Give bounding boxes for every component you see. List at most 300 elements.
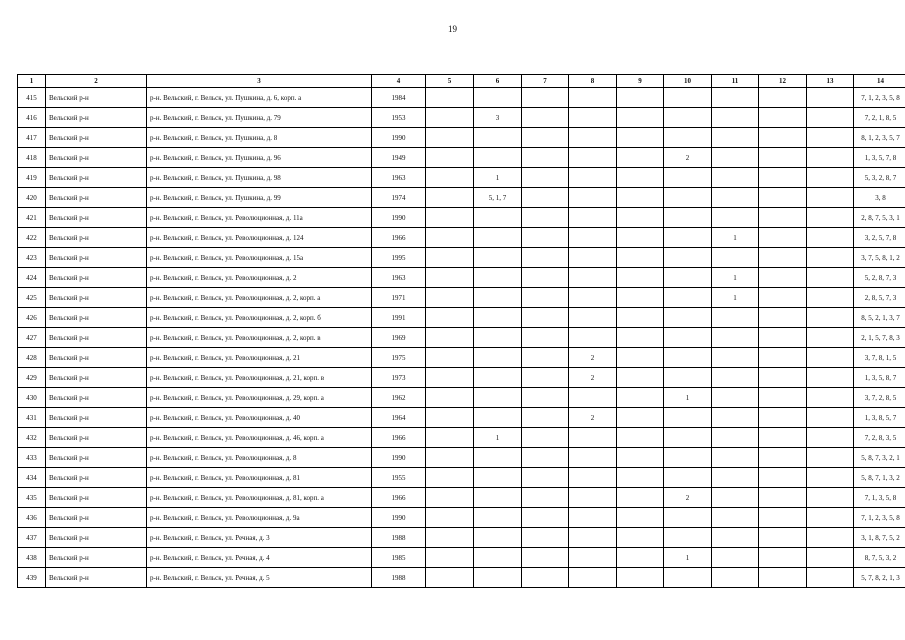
- col10-cell: [664, 128, 712, 148]
- col8-cell: 2: [569, 368, 617, 388]
- col7-cell: [522, 348, 569, 368]
- col12-cell: [759, 548, 807, 568]
- column-header-6: 6: [474, 75, 522, 88]
- col6-cell: [474, 468, 522, 488]
- col8-cell: [569, 88, 617, 108]
- sequence-cell: 8, 7, 5, 3, 2: [854, 548, 905, 568]
- col13-cell: [807, 468, 854, 488]
- col10-cell: [664, 268, 712, 288]
- col10-cell: 2: [664, 148, 712, 168]
- sequence-cell: 1, 3, 8, 5, 7: [854, 408, 905, 428]
- col13-cell: [807, 348, 854, 368]
- address-cell: р-н. Вельский, г. Вельск, ул. Революционная, д. 40: [147, 408, 372, 428]
- sequence-cell: 3, 8: [854, 188, 905, 208]
- col7-cell: [522, 328, 569, 348]
- year-cell: 1953: [372, 108, 426, 128]
- col13-cell: [807, 548, 854, 568]
- row-number: 432: [18, 428, 46, 448]
- col12-cell: [759, 408, 807, 428]
- address-cell: р-н. Вельский, г. Вельск, ул. Пушкина, д. 6, корп. а: [147, 88, 372, 108]
- col9-cell: [617, 408, 664, 428]
- col8-cell: [569, 388, 617, 408]
- col11-cell: [712, 248, 759, 268]
- table-row: [18, 308, 905, 328]
- col7-cell: [522, 488, 569, 508]
- col7-cell: [522, 468, 569, 488]
- col8-cell: [569, 328, 617, 348]
- col10-cell: 2: [664, 488, 712, 508]
- sequence-cell: 7, 1, 2, 3, 5, 8: [854, 508, 905, 528]
- district-cell: Вельский р-н: [46, 308, 147, 328]
- sequence-cell: 7, 1, 3, 5, 8: [854, 488, 905, 508]
- col11-cell: [712, 308, 759, 328]
- col5-cell: [426, 108, 474, 128]
- col7-cell: [522, 148, 569, 168]
- address-cell: р-н. Вельский, г. Вельск, ул. Революционная, д. 11а: [147, 208, 372, 228]
- col9-cell: [617, 128, 664, 148]
- district-cell: Вельский р-н: [46, 468, 147, 488]
- year-cell: 1969: [372, 328, 426, 348]
- col6-cell: 1: [474, 168, 522, 188]
- address-cell: р-н. Вельский, г. Вельск, ул. Революционная, д. 81, корп. а: [147, 488, 372, 508]
- table-row: [18, 328, 905, 348]
- year-cell: 1990: [372, 448, 426, 468]
- year-cell: 1966: [372, 488, 426, 508]
- col11-cell: [712, 168, 759, 188]
- col11-cell: 1: [712, 288, 759, 308]
- col5-cell: [426, 228, 474, 248]
- col7-cell: [522, 308, 569, 328]
- col7-cell: [522, 88, 569, 108]
- col8-cell: [569, 448, 617, 468]
- col12-cell: [759, 528, 807, 548]
- district-cell: Вельский р-н: [46, 388, 147, 408]
- col8-cell: 2: [569, 408, 617, 428]
- col10-cell: [664, 308, 712, 328]
- col5-cell: [426, 88, 474, 108]
- table-row: [18, 268, 905, 288]
- col5-cell: [426, 308, 474, 328]
- col13-cell: [807, 448, 854, 468]
- col10-cell: 1: [664, 548, 712, 568]
- row-number: 420: [18, 188, 46, 208]
- year-cell: 1984: [372, 88, 426, 108]
- col13-cell: [807, 528, 854, 548]
- col7-cell: [522, 268, 569, 288]
- col10-cell: [664, 468, 712, 488]
- column-header-13: 13: [807, 75, 854, 88]
- col6-cell: [474, 408, 522, 428]
- district-cell: Вельский р-н: [46, 268, 147, 288]
- year-cell: 1974: [372, 188, 426, 208]
- table-row: [18, 488, 905, 508]
- col13-cell: [807, 148, 854, 168]
- col8-cell: [569, 188, 617, 208]
- col12-cell: [759, 308, 807, 328]
- col7-cell: [522, 408, 569, 428]
- table-row: [18, 428, 905, 448]
- col8-cell: [569, 248, 617, 268]
- row-number: 430: [18, 388, 46, 408]
- col11-cell: [712, 188, 759, 208]
- row-number: 438: [18, 548, 46, 568]
- col10-cell: [664, 228, 712, 248]
- column-header-12: 12: [759, 75, 807, 88]
- col7-cell: [522, 548, 569, 568]
- address-cell: р-н. Вельский, г. Вельск, ул. Революционная, д. 15а: [147, 248, 372, 268]
- col9-cell: [617, 168, 664, 188]
- district-cell: Вельский р-н: [46, 108, 147, 128]
- col5-cell: [426, 248, 474, 268]
- address-cell: р-н. Вельский, г. Вельск, ул. Революционная, д. 2, корп. а: [147, 288, 372, 308]
- col7-cell: [522, 508, 569, 528]
- district-cell: Вельский р-н: [46, 168, 147, 188]
- col8-cell: [569, 128, 617, 148]
- district-cell: Вельский р-н: [46, 448, 147, 468]
- row-number: 427: [18, 328, 46, 348]
- col13-cell: [807, 88, 854, 108]
- col9-cell: [617, 548, 664, 568]
- col11-cell: [712, 108, 759, 128]
- col6-cell: [474, 308, 522, 328]
- col7-cell: [522, 288, 569, 308]
- col5-cell: [426, 528, 474, 548]
- column-header-9: 9: [617, 75, 664, 88]
- table-row: [18, 228, 905, 248]
- col8-cell: [569, 148, 617, 168]
- table-row: [18, 88, 905, 108]
- col6-cell: [474, 128, 522, 148]
- col12-cell: [759, 568, 807, 588]
- col12-cell: [759, 228, 807, 248]
- address-cell: р-н. Вельский, г. Вельск, ул. Пушкина, д. 96: [147, 148, 372, 168]
- col13-cell: [807, 208, 854, 228]
- col9-cell: [617, 568, 664, 588]
- col9-cell: [617, 348, 664, 368]
- col10-cell: [664, 568, 712, 588]
- col5-cell: [426, 188, 474, 208]
- col10-cell: [664, 248, 712, 268]
- col10-cell: [664, 328, 712, 348]
- table-row: [18, 348, 905, 368]
- col12-cell: [759, 388, 807, 408]
- row-number: 431: [18, 408, 46, 428]
- header-row: [18, 75, 905, 88]
- row-number: 422: [18, 228, 46, 248]
- col9-cell: [617, 288, 664, 308]
- row-number: 436: [18, 508, 46, 528]
- col11-cell: [712, 568, 759, 588]
- col10-cell: [664, 448, 712, 468]
- row-number: 435: [18, 488, 46, 508]
- district-cell: Вельский р-н: [46, 348, 147, 368]
- col6-cell: [474, 488, 522, 508]
- col5-cell: [426, 148, 474, 168]
- col9-cell: [617, 188, 664, 208]
- col9-cell: [617, 428, 664, 448]
- col6-cell: [474, 88, 522, 108]
- col11-cell: [712, 528, 759, 548]
- column-header-5: 5: [426, 75, 474, 88]
- col6-cell: [474, 288, 522, 308]
- year-cell: 1949: [372, 148, 426, 168]
- sequence-cell: 5, 8, 7, 3, 2, 1: [854, 448, 905, 468]
- col13-cell: [807, 228, 854, 248]
- row-number: 418: [18, 148, 46, 168]
- col12-cell: [759, 448, 807, 468]
- address-cell: р-н. Вельский, г. Вельск, ул. Революционная, д. 8: [147, 448, 372, 468]
- sequence-cell: 5, 8, 7, 1, 3, 2: [854, 468, 905, 488]
- sequence-cell: 5, 3, 2, 8, 7: [854, 168, 905, 188]
- col13-cell: [807, 508, 854, 528]
- col6-cell: [474, 228, 522, 248]
- col5-cell: [426, 168, 474, 188]
- col13-cell: [807, 248, 854, 268]
- row-number: 423: [18, 248, 46, 268]
- col12-cell: [759, 128, 807, 148]
- col8-cell: [569, 108, 617, 128]
- col10-cell: [664, 288, 712, 308]
- address-cell: р-н. Вельский, г. Вельск, ул. Революционная, д. 29, корп. а: [147, 388, 372, 408]
- col13-cell: [807, 128, 854, 148]
- sequence-cell: 3, 7, 5, 8, 1, 2: [854, 248, 905, 268]
- address-cell: р-н. Вельский, г. Вельск, ул. Революционная, д. 81: [147, 468, 372, 488]
- col8-cell: [569, 508, 617, 528]
- year-cell: 1990: [372, 128, 426, 148]
- column-header-3: 3: [147, 75, 372, 88]
- table-row: [18, 208, 905, 228]
- col6-cell: [474, 528, 522, 548]
- sequence-cell: 1, 3, 5, 7, 8: [854, 148, 905, 168]
- table-row: [18, 388, 905, 408]
- col10-cell: [664, 188, 712, 208]
- table-row: [18, 128, 905, 148]
- col5-cell: [426, 488, 474, 508]
- district-cell: Вельский р-н: [46, 548, 147, 568]
- year-cell: 1962: [372, 388, 426, 408]
- col12-cell: [759, 108, 807, 128]
- year-cell: 1975: [372, 348, 426, 368]
- col5-cell: [426, 128, 474, 148]
- col9-cell: [617, 108, 664, 128]
- col13-cell: [807, 368, 854, 388]
- district-cell: Вельский р-н: [46, 508, 147, 528]
- col5-cell: [426, 328, 474, 348]
- address-cell: р-н. Вельский, г. Вельск, ул. Речная, д. 3: [147, 528, 372, 548]
- col6-cell: 5, 1, 7: [474, 188, 522, 208]
- col13-cell: [807, 388, 854, 408]
- row-number: 434: [18, 468, 46, 488]
- year-cell: 1990: [372, 508, 426, 528]
- col13-cell: [807, 408, 854, 428]
- table-row: [18, 288, 905, 308]
- col8-cell: [569, 568, 617, 588]
- col9-cell: [617, 468, 664, 488]
- col5-cell: [426, 428, 474, 448]
- col10-cell: [664, 108, 712, 128]
- district-cell: Вельский р-н: [46, 288, 147, 308]
- address-cell: р-н. Вельский, г. Вельск, ул. Пушкина, д. 98: [147, 168, 372, 188]
- address-cell: р-н. Вельский, г. Вельск, ул. Революционная, д. 2, корп. в: [147, 328, 372, 348]
- col12-cell: [759, 488, 807, 508]
- col9-cell: [617, 308, 664, 328]
- col8-cell: [569, 268, 617, 288]
- col5-cell: [426, 368, 474, 388]
- col8-cell: [569, 468, 617, 488]
- col5-cell: [426, 348, 474, 368]
- col13-cell: [807, 308, 854, 328]
- row-number: 415: [18, 88, 46, 108]
- sequence-cell: 5, 2, 8, 7, 3: [854, 268, 905, 288]
- col7-cell: [522, 528, 569, 548]
- col5-cell: [426, 468, 474, 488]
- row-number: 421: [18, 208, 46, 228]
- row-number: 437: [18, 528, 46, 548]
- col9-cell: [617, 88, 664, 108]
- col6-cell: [474, 328, 522, 348]
- col7-cell: [522, 448, 569, 468]
- col7-cell: [522, 248, 569, 268]
- col8-cell: [569, 168, 617, 188]
- col8-cell: [569, 288, 617, 308]
- col12-cell: [759, 88, 807, 108]
- address-cell: р-н. Вельский, г. Вельск, ул. Пушкина, д. 8: [147, 128, 372, 148]
- column-header-1: 1: [18, 75, 46, 88]
- sequence-cell: 2, 8, 5, 7, 3: [854, 288, 905, 308]
- address-cell: р-н. Вельский, г. Вельск, ул. Революционная, д. 9а: [147, 508, 372, 528]
- sequence-cell: 8, 5, 2, 1, 3, 7: [854, 308, 905, 328]
- col10-cell: [664, 428, 712, 448]
- col12-cell: [759, 348, 807, 368]
- col13-cell: [807, 108, 854, 128]
- sequence-cell: 7, 2, 8, 3, 5: [854, 428, 905, 448]
- district-cell: Вельский р-н: [46, 328, 147, 348]
- column-header-8: 8: [569, 75, 617, 88]
- col10-cell: [664, 88, 712, 108]
- table-row: [18, 568, 905, 588]
- col11-cell: [712, 368, 759, 388]
- col10-cell: [664, 368, 712, 388]
- address-cell: р-н. Вельский, г. Вельск, ул. Революционная, д. 2: [147, 268, 372, 288]
- col9-cell: [617, 328, 664, 348]
- col9-cell: [617, 248, 664, 268]
- col6-cell: 1: [474, 428, 522, 448]
- col12-cell: [759, 368, 807, 388]
- row-number: 416: [18, 108, 46, 128]
- row-number: 425: [18, 288, 46, 308]
- col5-cell: [426, 388, 474, 408]
- col11-cell: [712, 548, 759, 568]
- col8-cell: [569, 488, 617, 508]
- col13-cell: [807, 168, 854, 188]
- table-row: [18, 508, 905, 528]
- sequence-cell: 3, 7, 8, 1, 5: [854, 348, 905, 368]
- address-cell: р-н. Вельский, г. Вельск, ул. Пушкина, д. 99: [147, 188, 372, 208]
- sequence-cell: 7, 1, 2, 3, 5, 8: [854, 88, 905, 108]
- table-row: [18, 188, 905, 208]
- col8-cell: [569, 528, 617, 548]
- sequence-cell: 5, 7, 8, 2, 1, 3: [854, 568, 905, 588]
- col11-cell: 1: [712, 228, 759, 248]
- district-cell: Вельский р-н: [46, 88, 147, 108]
- col11-cell: [712, 428, 759, 448]
- col13-cell: [807, 288, 854, 308]
- row-number: 429: [18, 368, 46, 388]
- row-number: 424: [18, 268, 46, 288]
- col13-cell: [807, 268, 854, 288]
- col6-cell: [474, 568, 522, 588]
- col6-cell: [474, 548, 522, 568]
- address-cell: р-н. Вельский, г. Вельск, ул. Революционная, д. 2, корп. б: [147, 308, 372, 328]
- col7-cell: [522, 428, 569, 448]
- address-cell: р-н. Вельский, г. Вельск, ул. Речная, д. 4: [147, 548, 372, 568]
- col13-cell: [807, 488, 854, 508]
- year-cell: 1955: [372, 468, 426, 488]
- sequence-cell: 3, 2, 5, 7, 8: [854, 228, 905, 248]
- district-cell: Вельский р-н: [46, 408, 147, 428]
- table-row: [18, 468, 905, 488]
- col8-cell: 2: [569, 348, 617, 368]
- col9-cell: [617, 528, 664, 548]
- col6-cell: [474, 388, 522, 408]
- col12-cell: [759, 508, 807, 528]
- col6-cell: [474, 148, 522, 168]
- col10-cell: [664, 528, 712, 548]
- address-cell: р-н. Вельский, г. Вельск, ул. Революционная, д. 21, корп. в: [147, 368, 372, 388]
- col9-cell: [617, 508, 664, 528]
- col12-cell: [759, 208, 807, 228]
- year-cell: 1988: [372, 528, 426, 548]
- col12-cell: [759, 328, 807, 348]
- col5-cell: [426, 208, 474, 228]
- column-header-11: 11: [712, 75, 759, 88]
- year-cell: 1995: [372, 248, 426, 268]
- year-cell: 1966: [372, 428, 426, 448]
- sequence-cell: 7, 2, 1, 8, 5: [854, 108, 905, 128]
- col10-cell: [664, 408, 712, 428]
- district-cell: Вельский р-н: [46, 208, 147, 228]
- col8-cell: [569, 208, 617, 228]
- col5-cell: [426, 288, 474, 308]
- col11-cell: [712, 208, 759, 228]
- address-cell: р-н. Вельский, г. Вельск, ул. Революционная, д. 21: [147, 348, 372, 368]
- col5-cell: [426, 448, 474, 468]
- col11-cell: [712, 88, 759, 108]
- col12-cell: [759, 188, 807, 208]
- col11-cell: [712, 388, 759, 408]
- column-header-2: 2: [46, 75, 147, 88]
- table-row: [18, 448, 905, 468]
- col9-cell: [617, 488, 664, 508]
- col10-cell: [664, 208, 712, 228]
- year-cell: 1985: [372, 548, 426, 568]
- buildings-table: [17, 74, 905, 588]
- col13-cell: [807, 568, 854, 588]
- row-number: 419: [18, 168, 46, 188]
- col5-cell: [426, 508, 474, 528]
- row-number: 426: [18, 308, 46, 328]
- col11-cell: [712, 148, 759, 168]
- district-cell: Вельский р-н: [46, 148, 147, 168]
- col12-cell: [759, 268, 807, 288]
- district-cell: Вельский р-н: [46, 228, 147, 248]
- col12-cell: [759, 248, 807, 268]
- row-number: 433: [18, 448, 46, 468]
- col7-cell: [522, 108, 569, 128]
- col11-cell: [712, 348, 759, 368]
- col11-cell: [712, 408, 759, 428]
- col9-cell: [617, 228, 664, 248]
